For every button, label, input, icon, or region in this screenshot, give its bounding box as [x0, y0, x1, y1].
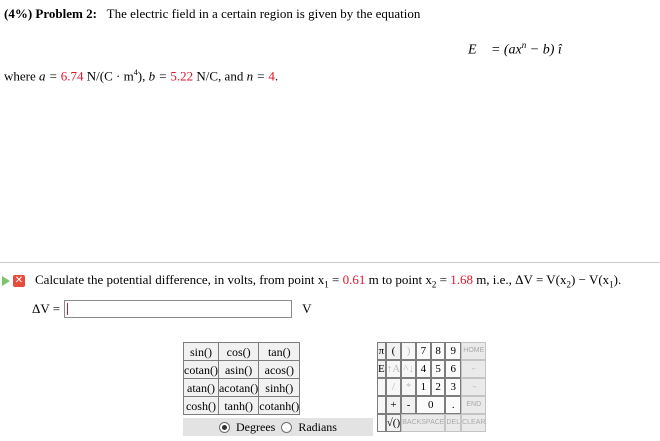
key-e[interactable]: E	[377, 360, 386, 378]
question-row	[2, 272, 621, 290]
function-keys	[183, 342, 300, 415]
key-home[interactable]: HOME	[461, 342, 486, 360]
key-3[interactable]: 3	[445, 378, 461, 396]
key-del[interactable]: DEL	[445, 414, 461, 432]
key-8[interactable]: 8	[431, 342, 446, 360]
b-value: 5.22	[170, 68, 194, 84]
degrees-radio[interactable]	[219, 422, 230, 433]
key-right-paren[interactable]: )	[401, 342, 416, 360]
key-acotan[interactable]: acotan()	[218, 380, 259, 395]
radians-radio[interactable]	[281, 422, 292, 433]
section-divider	[0, 262, 660, 263]
x1-value: 0.61	[342, 272, 366, 287]
key-end[interactable]: END	[461, 396, 486, 414]
key-tanh[interactable]: tanh()	[218, 397, 258, 415]
angle-mode	[183, 418, 373, 436]
key-asin[interactable]: asin()	[218, 361, 258, 379]
key-tan[interactable]: tan()	[259, 343, 300, 361]
problem-weight: (4%)	[4, 6, 33, 21]
problem-header	[4, 6, 420, 22]
key-left-arrow[interactable]: ←	[461, 360, 486, 378]
key-sin[interactable]: sin()	[184, 343, 219, 361]
key-cosh[interactable]: cosh()	[184, 397, 219, 415]
key-sqrt[interactable]: √()	[386, 414, 401, 432]
degrees-label: Degrees	[236, 419, 276, 434]
key-6[interactable]: 6	[445, 360, 461, 378]
key-sinh[interactable]: sinh()	[259, 379, 300, 397]
key-cotan[interactable]: cotan()	[184, 362, 218, 377]
key-left-paren[interactable]: (	[386, 342, 401, 360]
key-clear[interactable]: CLEAR	[461, 414, 486, 432]
given-values: where a = 6.74 $N/(C \cdot m^4)$, b = 5.22 N/C, and n = 4.	[4, 68, 279, 84]
incorrect-status-icon: ✕	[14, 274, 24, 286]
problem-intro: The electric field in a certain region is given by the equation	[106, 6, 421, 21]
key-9[interactable]: 9	[445, 342, 461, 360]
question-text: Calculate the potential difference, in volts, from point $x_1 = 0.61$ m to point $x_2 = 1.68$ m, i.e., $\Delta V = V(x_2) - V(x_1)$.	[35, 272, 622, 290]
play-icon[interactable]	[2, 276, 10, 286]
x2-value: 1.68	[450, 272, 473, 287]
answer-input[interactable]	[64, 300, 292, 318]
key-atan[interactable]: atan()	[184, 379, 219, 397]
key-multiply[interactable]: *	[401, 378, 416, 396]
a-value: 6.74	[60, 68, 84, 84]
key-7[interactable]: 7	[416, 342, 431, 360]
key-right-arrow[interactable]: →	[461, 378, 486, 396]
key-4[interactable]: 4	[416, 360, 431, 378]
problem-number: Problem 2:	[35, 6, 97, 21]
key-caret[interactable]: ↑A	[386, 360, 401, 378]
answer-unit: V	[302, 301, 312, 316]
key-blank-1	[377, 378, 386, 396]
key-power[interactable]: ^↓	[401, 360, 416, 378]
numeric-keys	[377, 342, 486, 432]
key-pi[interactable]: π	[377, 342, 386, 360]
key-acos[interactable]: acos()	[259, 361, 300, 379]
field-equation: E⃗ = $(ax^n - b)$ î	[468, 40, 562, 58]
key-0[interactable]: 0	[416, 396, 445, 414]
key-backspace[interactable]: BACKSPACE	[401, 414, 445, 432]
key-plus[interactable]: +	[386, 396, 401, 414]
key-divide[interactable]: /	[386, 378, 401, 396]
key-minus[interactable]: -	[401, 396, 416, 414]
radians-label: Radians	[298, 419, 337, 434]
key-cos[interactable]: cos()	[218, 343, 258, 361]
answer-label: ΔV =	[32, 301, 61, 316]
key-dot[interactable]: .	[445, 396, 461, 414]
answer-row	[32, 300, 312, 318]
text-caret	[67, 303, 68, 315]
n-value: 4	[268, 68, 275, 84]
key-1[interactable]: 1	[416, 378, 431, 396]
key-blank-2	[377, 396, 386, 414]
key-2[interactable]: 2	[431, 378, 446, 396]
key-5[interactable]: 5	[431, 360, 446, 378]
key-blank-3	[377, 414, 386, 432]
key-cotanh[interactable]: cotanh()	[259, 398, 300, 413]
